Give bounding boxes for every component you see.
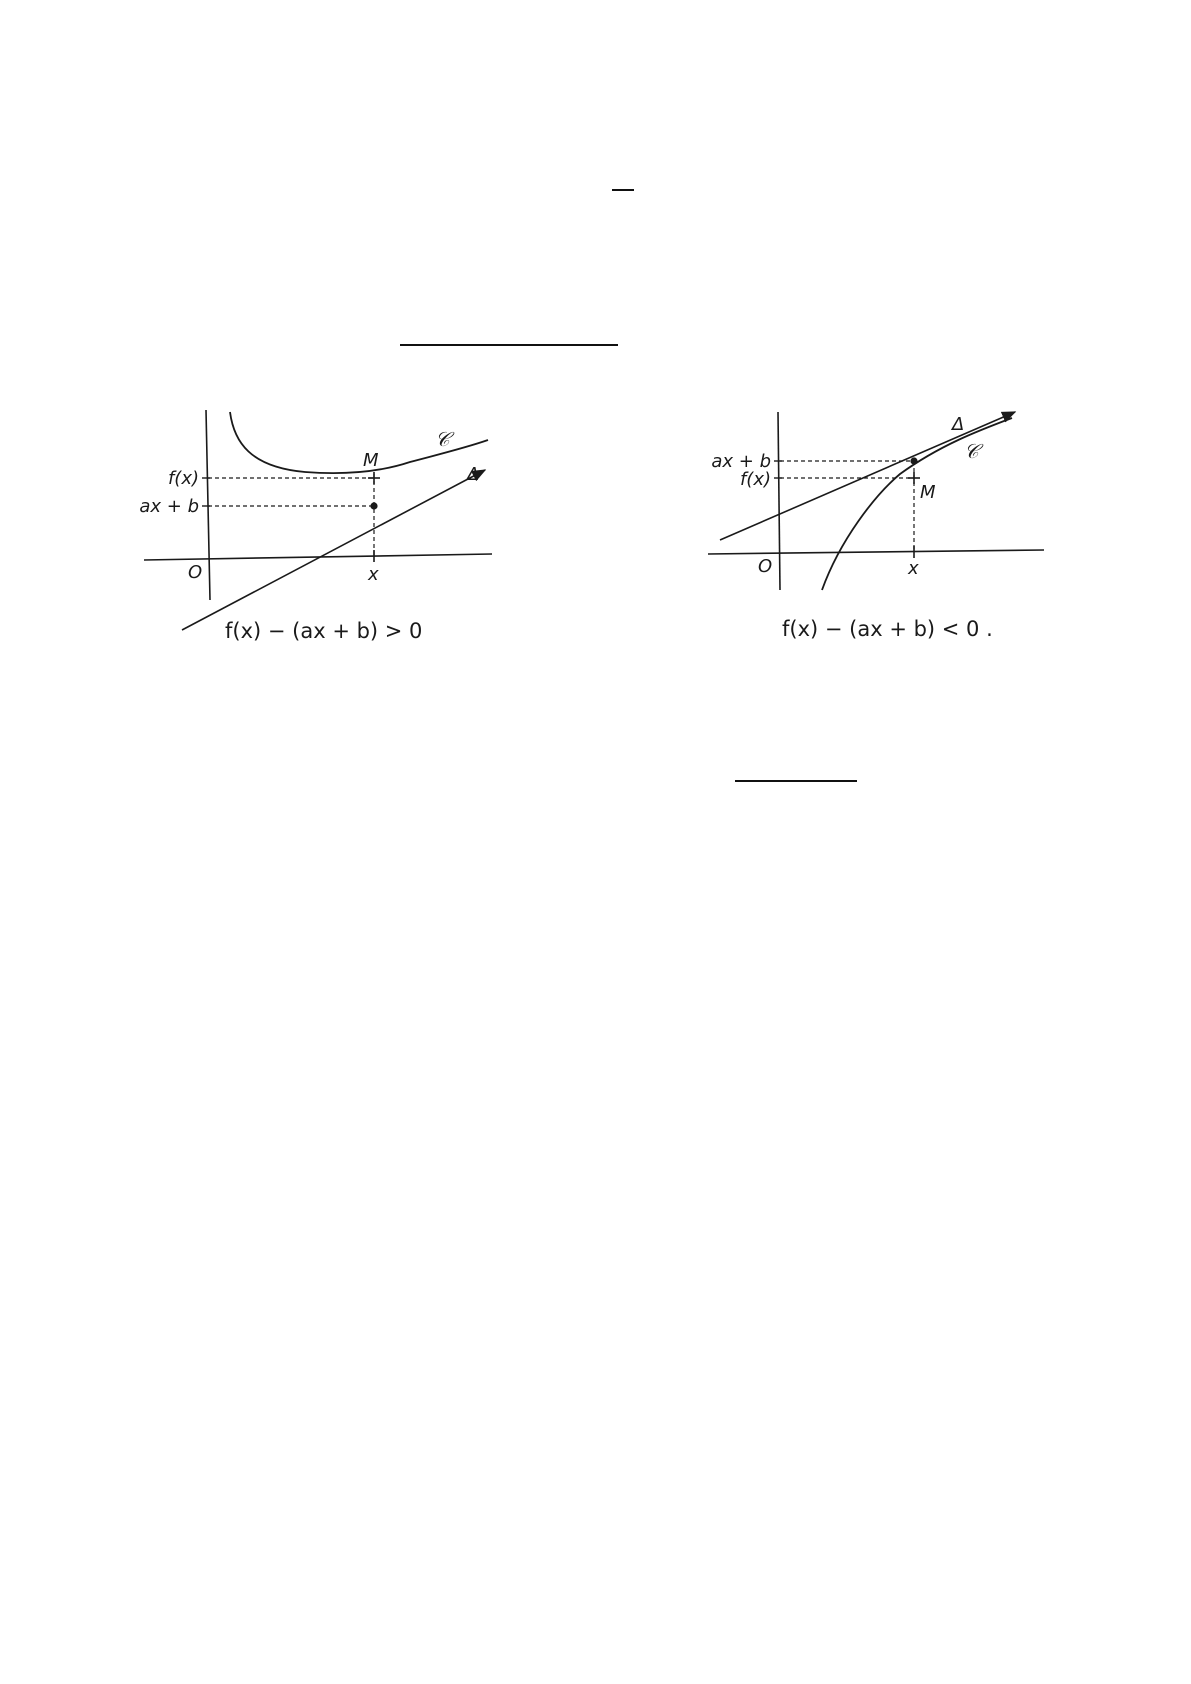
section-rule xyxy=(400,344,618,346)
label-axb: ax + b xyxy=(139,496,199,517)
label-curve: 𝒞 xyxy=(435,427,450,451)
x-axis xyxy=(708,550,1044,554)
asymptote-line xyxy=(182,470,485,630)
label-m: M xyxy=(363,450,379,471)
label-x: x xyxy=(368,564,379,585)
label-origin: O xyxy=(188,562,203,583)
x-axis xyxy=(144,554,492,560)
label-origin: O xyxy=(758,556,773,577)
label-line: Δ xyxy=(952,414,965,435)
label-m: M xyxy=(920,482,936,503)
top-short-rule xyxy=(612,189,634,191)
label-curve: 𝒞 xyxy=(964,439,979,463)
line-point xyxy=(910,457,917,464)
line-point xyxy=(370,502,377,509)
label-fx: f(x) xyxy=(739,469,771,490)
label-axb: ax + b xyxy=(711,451,771,472)
caption: f(x) − (ax + b) < 0 . xyxy=(782,617,993,641)
label-fx: f(x) xyxy=(167,468,199,489)
figure-left-diagram xyxy=(130,400,530,660)
figure-left xyxy=(130,400,530,660)
lower-rule xyxy=(735,780,857,782)
label-line: Δ xyxy=(467,464,480,485)
figure-right-diagram xyxy=(690,400,1090,660)
y-axis xyxy=(206,410,210,600)
caption: f(x) − (ax + b) > 0 xyxy=(225,619,423,643)
y-axis xyxy=(778,412,780,590)
label-x: x xyxy=(908,558,919,579)
figure-right xyxy=(690,400,1090,660)
